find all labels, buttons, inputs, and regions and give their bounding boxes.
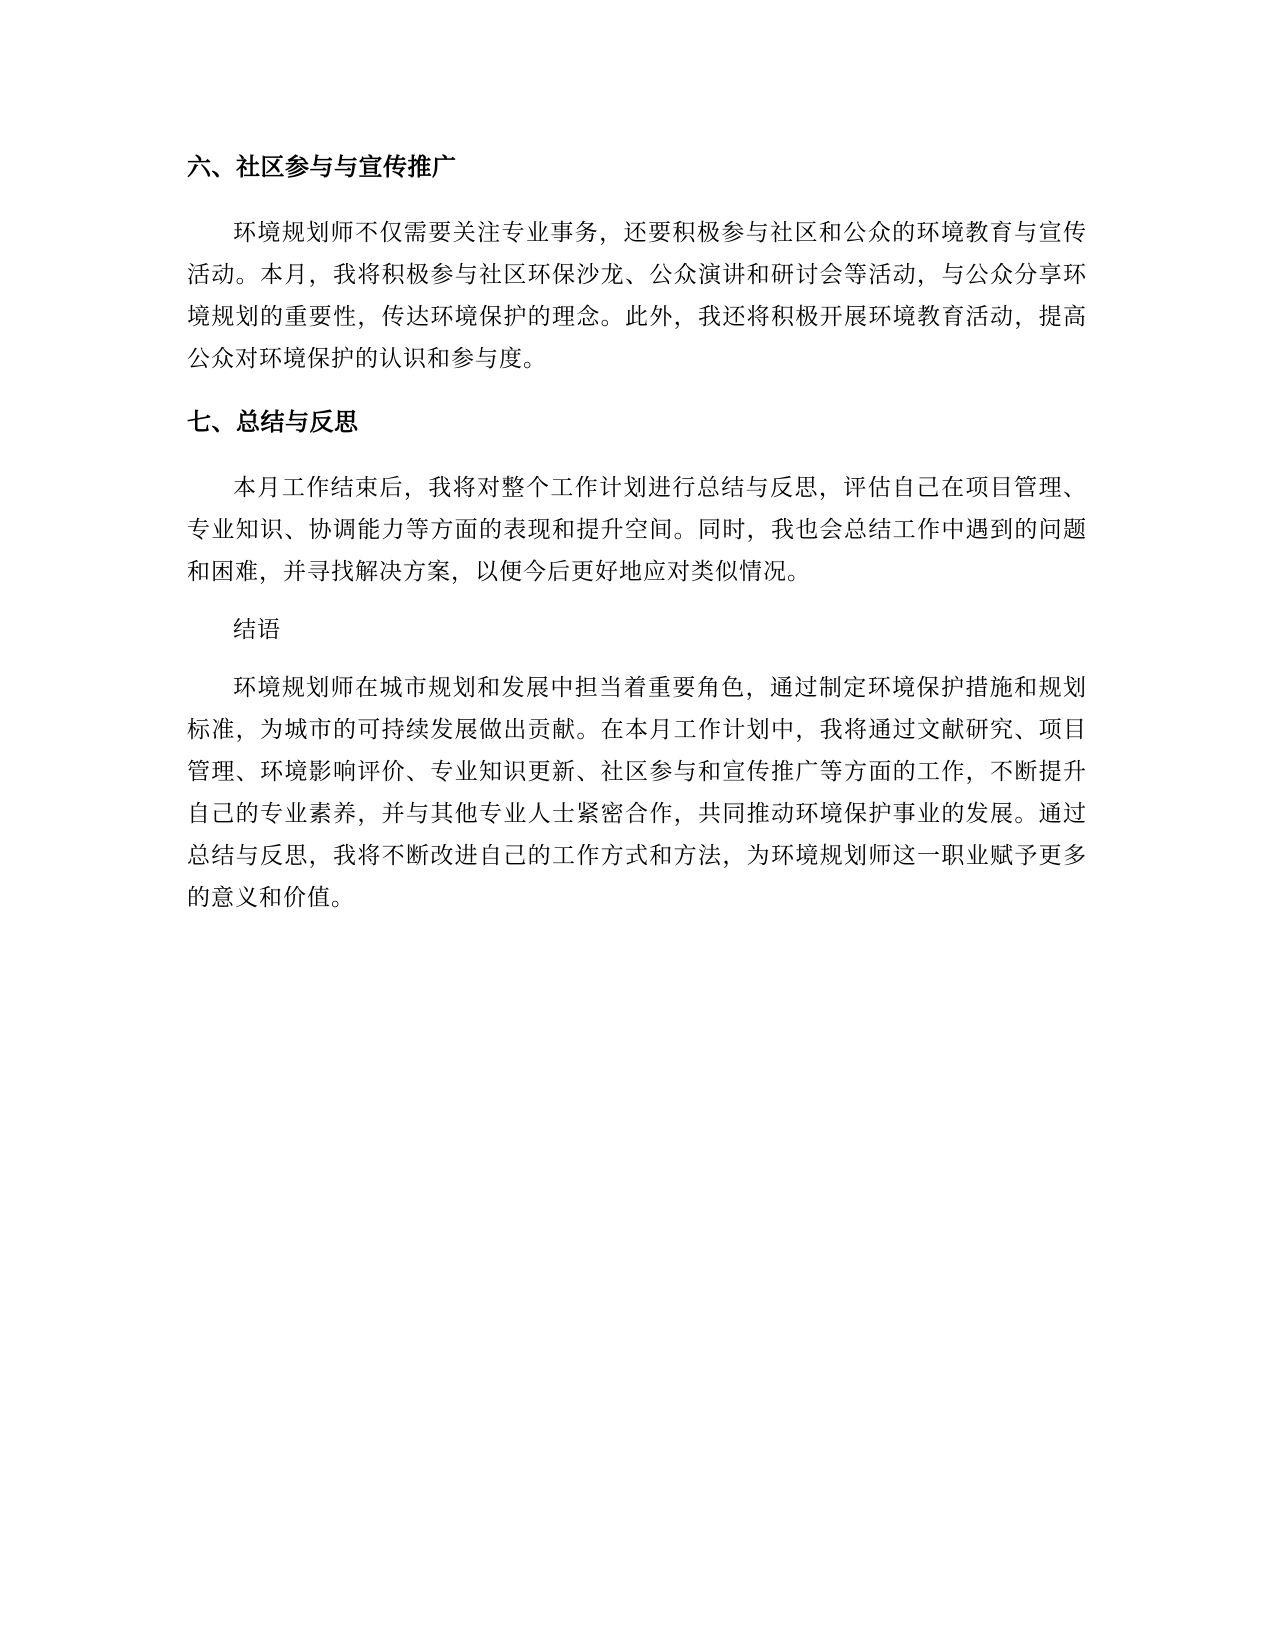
document-body — [187, 140, 1087, 919]
section-paragraph-community: 环境规划师不仅需要关注专业事务，还要积极参与社区和公众的环境教育与宣传活动。本月，我将积极参与社区环保沙龙、公众演讲和研讨会等活动，与公众分享环境规划的重要性，传达环境保护的理念。此外，我还将积极开展环境教育活动，提高公众对环境保护的认识和参与度。 — [187, 220, 1087, 372]
section-paragraph-summary: 本月工作结束后，我将对整个工作计划进行总结与反思，评估自己在项目管理、专业知识、协调能力等方面的表现和提升空间。同时，我也会总结工作中遇到的问题和困难，并寻找解决方案，以便今后更好地应对类似情况。 — [187, 475, 1087, 585]
section-heading-community: 六、社区参与与宣传推广 — [187, 153, 457, 181]
conclusion-label: 结语 — [233, 617, 281, 643]
section-heading-summary: 七、总结与反思 — [187, 408, 359, 436]
conclusion-paragraph: 环境规划师在城市规划和发展中担当着重要角色，通过制定环境保护措施和规划标准，为城市的可持续发展做出贡献。在本月工作计划中，我将通过文献研究、项目管理、环境影响评价、专业知识更新、社区参与和宣传推广等方面的工作，不断提升自己的专业素养，并与其他专业人士紧密合作，共同推动环境保护事业的发展。通过总结与反思，我将不断改进自己的工作方式和方法，为环境规划师这一职业赋予更多的意义和价值。 — [187, 675, 1087, 911]
